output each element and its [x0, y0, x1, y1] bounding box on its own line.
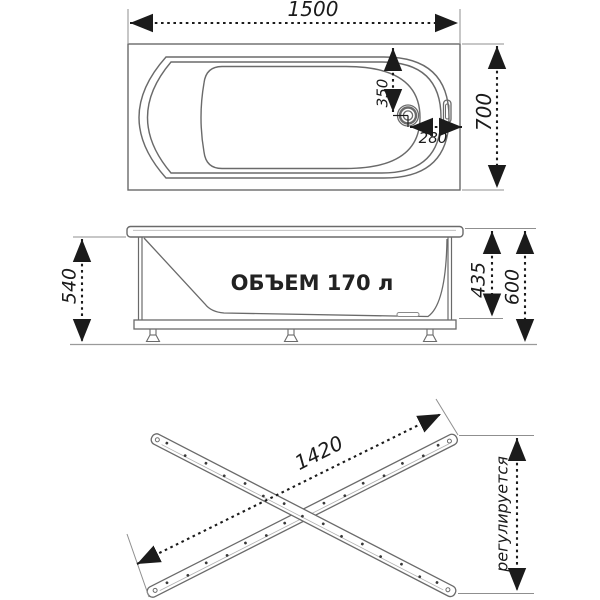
base-frame-bar: [134, 320, 456, 329]
rim-bar: [127, 227, 463, 238]
dim-width-label: 700: [472, 92, 496, 132]
dim-adjustable: [458, 436, 534, 594]
dim-length-label: 1500: [287, 0, 339, 21]
dim-under-rim-height: [59, 237, 126, 342]
bottom-drain-detail: [397, 313, 419, 317]
dim-length: [128, 0, 460, 43]
volume-label: ОБЪЕМ 170 л: [230, 271, 394, 295]
dim-rail-length-label: 1420: [290, 430, 347, 475]
dim-width: [462, 44, 504, 190]
dim-overall-height-label: 600: [501, 268, 524, 306]
extension-line: [127, 534, 149, 597]
frame-feet: [147, 329, 437, 342]
top-view: [128, 44, 460, 190]
dim-apron-label: 435: [467, 261, 490, 299]
dim-drain-edge-label: 280: [418, 129, 448, 147]
dim-under-rim-label: 540: [58, 267, 81, 305]
dim-right-heights: [459, 229, 536, 343]
dim-drain-offset-label: 350: [373, 78, 392, 108]
dim-adjustable-label: регулируется: [492, 456, 512, 572]
dimension-line: [137, 414, 441, 564]
extension-line: [436, 399, 458, 435]
